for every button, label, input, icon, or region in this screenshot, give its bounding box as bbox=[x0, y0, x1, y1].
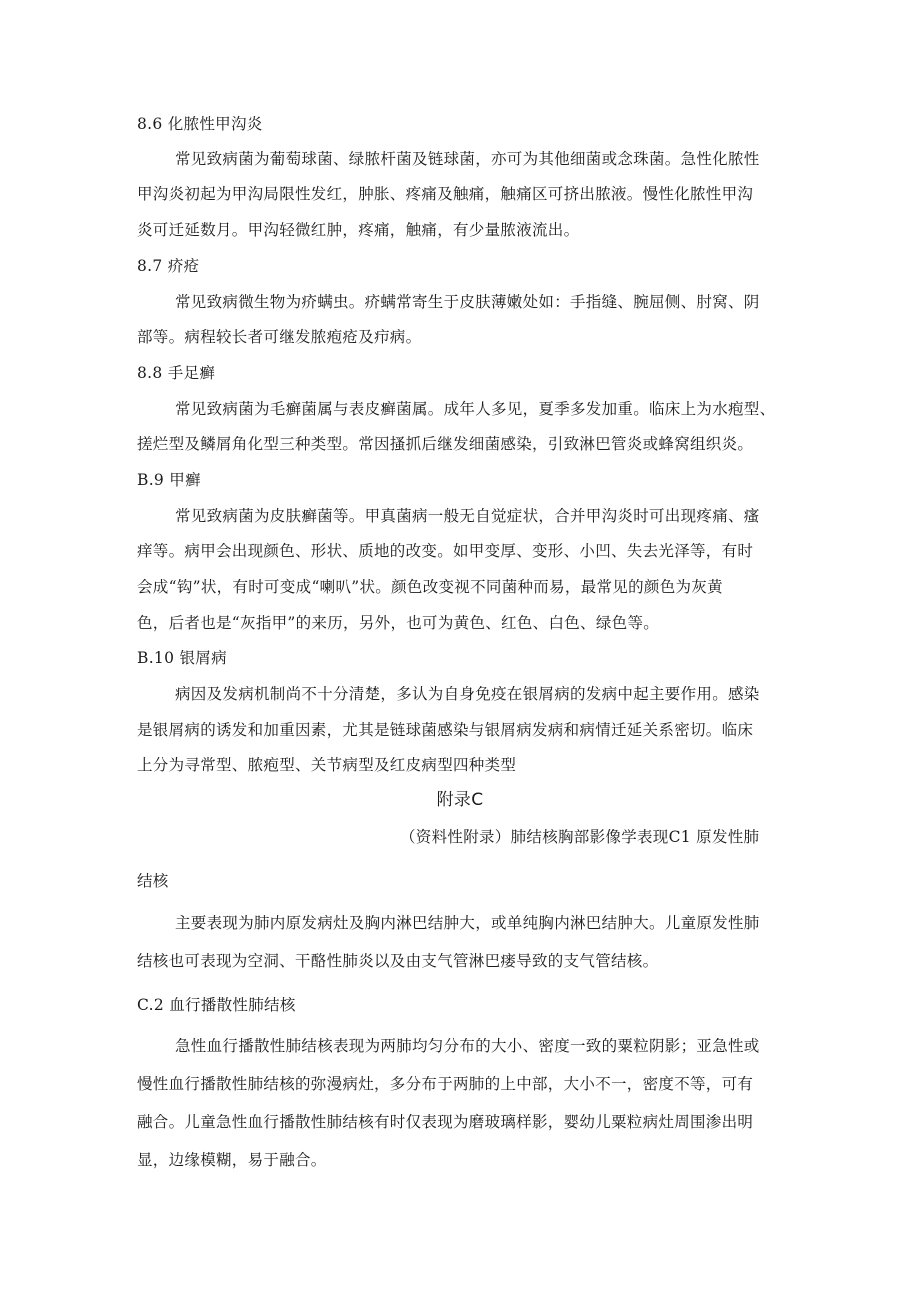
paragraph-line: 搓烂型及鳞屑角化型三种类型。常因搔抓后继发细菌感染，引致淋巴管炎或蜂窝组织炎。 bbox=[137, 435, 754, 453]
section-heading-8-7: 8.7 疥疮 bbox=[137, 257, 200, 275]
paragraph-line: 显，边缘模糊，易于融合。 bbox=[137, 1151, 327, 1169]
paragraph-line: 常见致病菌为葡萄球菌、绿脓杆菌及链球菌，亦可为其他细菌或念珠菌。急性化脓性 bbox=[175, 150, 760, 168]
paragraph-line: 主要表现为肺内原发病灶及胸内淋巴结肿大，或单纯胸内淋巴结肿大。儿童原发性肺 bbox=[175, 914, 760, 932]
paragraph-line: 常见致病菌为皮肤癣菌等。甲真菌病一般无自觉症状，合并甲沟炎时可出现疼痛、瘙 bbox=[175, 507, 760, 525]
paragraph-line: 是银屑病的诱发和加重因素，尤其是链球菌感染与银屑病发病和病情迁延关系密切。临床 bbox=[137, 721, 754, 739]
paragraph-line: 痒等。病甲会出现颜色、形状、质地的改变。如甲变厚、变形、小凹、失去光泽等，有时 bbox=[137, 542, 754, 560]
paragraph-line: 病因及发病机制尚不十分清楚，多认为自身免疫在银屑病的发病中起主要作用。感染 bbox=[175, 685, 760, 703]
paragraph-line: 慢性血行播散性肺结核的弥漫病灶，多分布于两肺的上中部，大小不一，密度不等，可有 bbox=[137, 1075, 754, 1093]
appendix-subtitle-continued: 结核 bbox=[137, 872, 169, 890]
paragraph-line: 融合。儿童急性血行播散性肺结核有时仅表现为磨玻璃样影，婴幼儿粟粒病灶周围渗出明 bbox=[137, 1113, 754, 1131]
paragraph-line: 部等。病程较长者可继发脓疱疮及疖病。 bbox=[137, 328, 422, 346]
appendix-subtitle: （资料性附录）肺结核胸部影像学表现C1 原发性肺 bbox=[400, 828, 760, 846]
paragraph-line: 常见致病微生物为疥螨虫。疥螨常寄生于皮肤薄嫩处如：手指缝、腕屈侧、肘窝、阴 bbox=[175, 293, 760, 311]
section-heading-b-9: B.9 甲癣 bbox=[137, 471, 201, 489]
paragraph-line: 常见致病菌为毛癣菌属与表皮癣菌属。成年人多见，夏季多发加重。临床上为水疱型、 bbox=[175, 400, 776, 418]
section-heading-8-6: 8.6 化脓性甲沟炎 bbox=[137, 115, 263, 133]
paragraph-line: 炎可迁延数月。甲沟轻微红肿，疼痛，触痛，有少量脓液流出。 bbox=[137, 221, 580, 239]
paragraph-line: 色，后者也是“灰指甲”的来历，另外，也可为黄色、红色、白色、绿色等。 bbox=[137, 614, 660, 632]
paragraph-line: 上分为寻常型、脓疱型、关节病型及红皮病型四种类型 bbox=[137, 756, 517, 774]
paragraph-line: 甲沟炎初起为甲沟局限性发红，肿胀、疼痛及触痛，触痛区可挤出脓液。慢性化脓性甲沟 bbox=[137, 185, 754, 203]
paragraph-line: 会成“钩”状，有时可变成“喇叭”状。颜色改变视不同菌种而易，最常见的颜色为灰黄 bbox=[137, 578, 723, 596]
section-heading-c-2: C.2 血行播散性肺结核 bbox=[137, 996, 296, 1014]
paragraph-line: 急性血行播散性肺结核表现为两肺均匀分布的大小、密度一致的粟粒阴影；亚急性或 bbox=[175, 1037, 760, 1055]
section-heading-8-8: 8.8 手足癣 bbox=[137, 364, 216, 382]
appendix-title: 附录C bbox=[436, 790, 484, 810]
section-heading-b-10: B.10 银屑病 bbox=[137, 649, 227, 667]
paragraph-line: 结核也可表现为空洞、干酪性肺炎以及由支气管淋巴瘘导致的支气管结核。 bbox=[137, 952, 659, 970]
